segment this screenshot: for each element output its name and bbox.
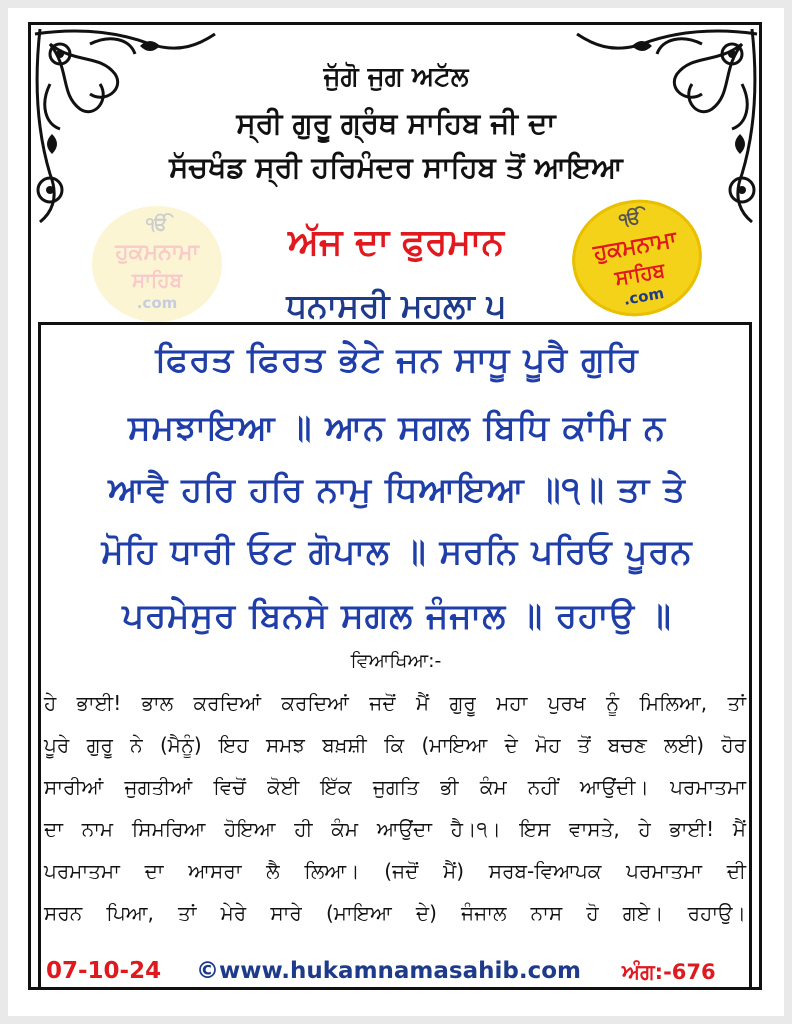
logo-line2: ਸਾਹਿਬ <box>612 257 667 290</box>
shabad-line: ਪਰਮੇਸੁਰ ਬਿਨਸੇ ਸਗਲ ਜੰਜਾਲ ॥ ਰਹਾਉ ॥ <box>122 596 672 636</box>
logo-line2: ਸਾਹਿਬ <box>131 268 183 292</box>
ik-onkar-symbol: ੴ <box>146 214 168 235</box>
explanation-heading: ਵਿਆਖਿਆ:- <box>350 650 442 672</box>
explanation-line: ਸਾਰੀਆਂ ਜੁਗਤੀਆਂ ਵਿਚੋਂ ਕੋਈ ਇੱਕ ਜੁਗਤਿ ਭੀ ਕੰਮ ਨਹੀਂ ਆਉਂਦੀ। ਪਰਮਾਤਮਾ <box>44 775 746 799</box>
ik-onkar-symbol: ੴ <box>617 206 643 232</box>
shabad-line: ਮੋਹਿ ਧਾਰੀ ਓਟ ਗੋਪਾਲ ॥ ਸਰਨਿ ਪਰਿਓ ਪੂਰਨ <box>101 532 693 572</box>
raag-heading: ਧਨਾਸਰੀ ਮਹਲਾ ੫ <box>286 286 506 325</box>
website-link[interactable]: ©www.hukamnamasahib.com <box>196 958 581 984</box>
header-line-3: ਸੱਚਖੰਡ ਸ੍ਰੀ ਹਰਿਮੰਦਰ ਸਾਹਿਬ ਤੋਂ ਆਇਆ <box>169 150 623 184</box>
logo-line3: .com <box>136 294 178 312</box>
explanation-line: ਹੇ ਭਾਈ! ਭਾਲ ਕਰਦਿਆਂ ਕਰਦਿਆਂ ਜਦੋਂ ਮੈਂ ਗੁਰੂ ਮਹਾ ਪੁਰਖ ਨੂੰ ਮਿਲਿਆ, ਤਾਂ <box>44 691 746 715</box>
date-label: 07-10-24 <box>46 958 162 984</box>
explanation-line: ਸਰਨ ਪਿਆ, ਤਾਂ ਮੇਰੇ ਸਾਰੇ (ਮਾਇਆ ਦੇ) ਜੰਜਾਲ ਨਾਸ ਹੋ ਗਏ। ਰਹਾਉ। <box>44 901 746 925</box>
shabad-line: ਆਵੈ ਹਰਿ ਹਰਿ ਨਾਮੁ ਧਿਆਇਆ ॥੧॥ ਤਾ ਤੇ <box>108 470 686 510</box>
shabad-line: ਸਮਝਾਇਆ ॥ ਆਨ ਸਗਲ ਬਿਧਿ ਕਾਂਮਿ ਨ <box>127 408 667 448</box>
logo-line3: .com <box>622 284 666 309</box>
explanation-line: ਪੂਰੇ ਗੁਰੂ ਨੇ (ਮੈਨੂੰ) ਇਹ ਸਮਝ ਬਖ਼ਸ਼ੀ ਕਿ (ਮਾਇਆ ਦੇ ਮੋਹ ਤੋਂ ਬਚਣ ਲਈ) ਹੋਰ <box>44 733 746 757</box>
logo-line1: ਹੁਕਮਨਾਮਾ <box>115 240 199 265</box>
shabad-line: ਫਿਰਤ ਫਿਰਤ ਭੇਟੇ ਜਨ ਸਾਧੂ ਪੂਰੈ ਗੁਰਿ <box>155 340 639 380</box>
header-line-2: ਸ੍ਰੀ ਗੁਰੂ ਗ੍ਰੰਥ ਸਾਹਿਬ ਜੀ ਦਾ <box>236 106 556 140</box>
explanation-line: ਪਰਮਾਤਮਾ ਦਾ ਆਸਰਾ ਲੈ ਲਿਆ। (ਜਦੋਂ ਮੈਂ) ਸਰਬ-ਵਿਆਪਕ ਪਰਮਾਤਮਾ ਦੀ <box>44 859 746 883</box>
logo-line1: ਹੁਕਮਨਾਮਾ <box>591 227 679 267</box>
header-line-1: ਜੁੱਗੋ ਜੁਗ ਅਟੱਲ <box>323 62 469 92</box>
ang-number: ਅੰਗ:-676 <box>622 960 716 984</box>
explanation-line: ਦਾ ਨਾਮ ਸਿਮਰਿਆ ਹੋਇਆ ਹੀ ਕੰਮ ਆਉਂਦਾ ਹੈ।੧। ਇਸ ਵਾਸਤੇ, ਹੇ ਭਾਈ! ਮੈਂ <box>44 817 746 841</box>
page-title: ਅੱਜ ਦਾ ਫੁਰਮਾਨ <box>288 222 504 263</box>
